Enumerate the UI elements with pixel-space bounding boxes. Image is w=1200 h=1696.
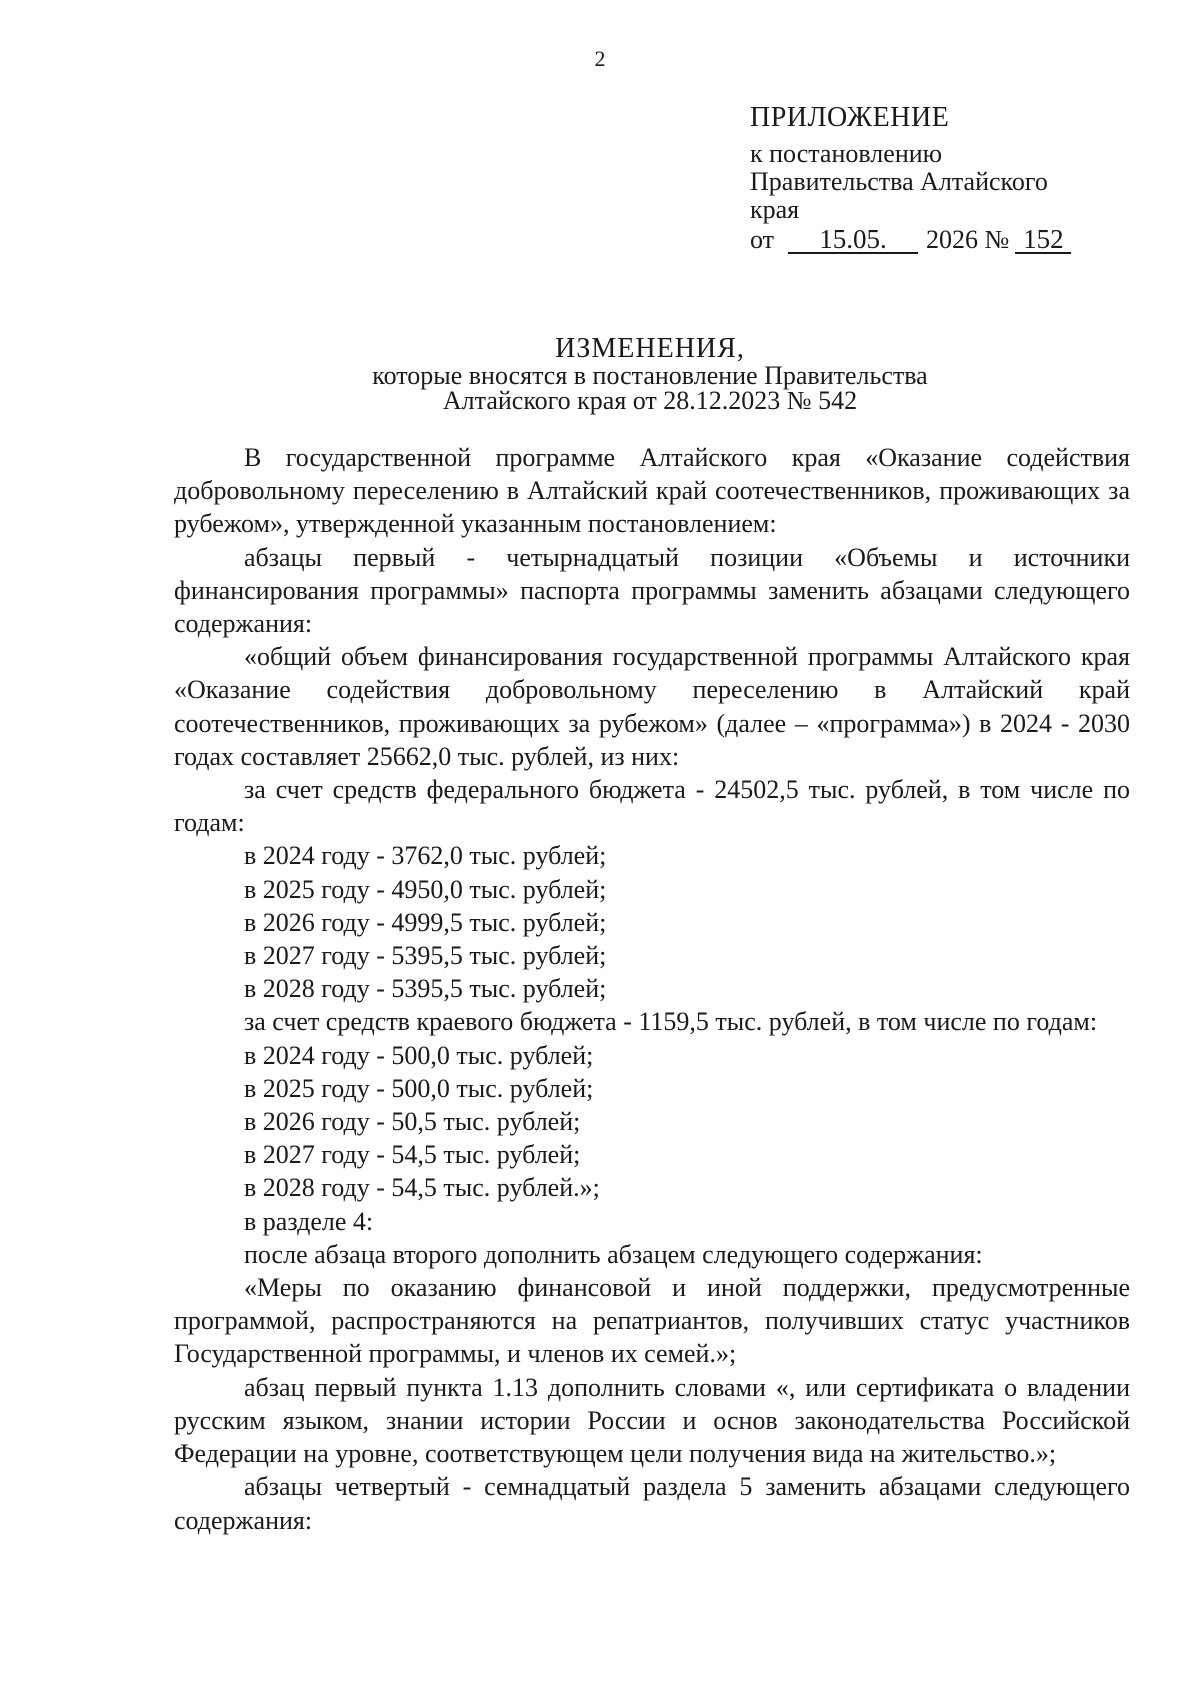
document-body <box>174 441 1130 1537</box>
paragraph-section-5: абзацы четвертый - семнадцатый раздела 5 заменить абзацами следующего содержания: <box>174 1472 1130 1535</box>
federal-year-item: в 2024 году - 3762,0 тыс. рублей; <box>244 841 607 871</box>
appendix-line: к постановлению <box>750 139 943 168</box>
page-number: 2 <box>594 46 606 71</box>
federal-year-item: в 2027 году - 5395,5 тыс. рублей; <box>244 941 607 971</box>
federal-year-item: в 2025 году - 4950,0 тыс. рублей; <box>244 874 607 904</box>
paragraph-item-1-13: абзац первый пункта 1.13 дополнить словами «, или сертификата о владении русским языком, знании истории России и основ законодательства Российской Федерации на уровне, соответствующем цели получения вида на жительство.»; <box>174 1372 1130 1469</box>
heading-title: ИЗМЕНЕНИЯ, <box>555 333 745 364</box>
regional-year-item: в 2028 году - 54,5 тыс. рублей.»; <box>244 1173 600 1203</box>
paragraph-section-4: в разделе 4: <box>244 1206 374 1236</box>
regional-year-item: в 2026 году - 50,5 тыс. рублей; <box>244 1107 581 1137</box>
paragraph-regional-budget: за счет средств краевого бюджета - 1159,5 тыс. рублей, в том числе по годам: <box>244 1007 1098 1037</box>
paragraph-federal-budget: за счет средств федерального бюджета - 24502,5 тыс. рублей, в том числе по годам: <box>174 775 1130 838</box>
appendix-line: края <box>750 195 800 224</box>
paragraph-intro: В государственной программе Алтайского края «Оказание содействия добровольному переселению в Алтайский край соотечественников, проживающих за рубежом», утвержденной указанным постановлением: <box>174 443 1130 539</box>
paragraph-total-financing: «общий объем финансирования государственной программы Алтайского края «Оказание содействия добровольному переселению в Алтайский край соотечественников, проживающих за рубежом» (далее – «программа») в 2024 - 2030 годах составляет 25662,0 тыс. рублей, из них: <box>174 642 1130 771</box>
appendix-date-row <box>750 226 1150 254</box>
appendix-title: ПРИЛОЖЕНИЕ <box>750 102 950 133</box>
appendix-date: 15.05. <box>788 226 918 254</box>
appendix-block <box>750 104 1150 254</box>
regional-year-item: в 2024 году - 500,0 тыс. рублей; <box>244 1040 594 1070</box>
document-heading <box>0 333 1200 415</box>
appendix-number: 152 <box>1015 226 1071 254</box>
paragraph-replace-1-14: абзацы первый - четырнадцатый позиции «Объемы и источники финансирования программы» паспорта программы заменить абзацами следующего содержания: <box>174 542 1130 639</box>
paragraph-support-measures: «Меры по оказанию финансовой и иной поддержки, предусмотренные программой, распространяются на репатриантов, получивших статус участников Государственной программы, и членов их семей.»; <box>174 1273 1130 1369</box>
federal-year-item: в 2028 году - 5395,5 тыс. рублей; <box>244 974 607 1004</box>
date-prefix: от <box>750 225 775 254</box>
regional-year-item: в 2027 году - 54,5 тыс. рублей; <box>244 1140 581 1170</box>
heading-line: Алтайского края от 28.12.2023 № 542 <box>442 386 858 415</box>
federal-year-item: в 2026 году - 4999,5 тыс. рублей; <box>244 907 607 937</box>
appendix-line: Правительства Алтайского <box>750 167 1048 196</box>
paragraph-after-second: после абзаца второго дополнить абзацем следующего содержания: <box>244 1239 983 1269</box>
year-number-prefix: 2026 № <box>926 225 1010 254</box>
regional-year-item: в 2025 году - 500,0 тыс. рублей; <box>244 1073 594 1103</box>
heading-line: которые вносятся в постановление Правительства <box>372 361 928 390</box>
